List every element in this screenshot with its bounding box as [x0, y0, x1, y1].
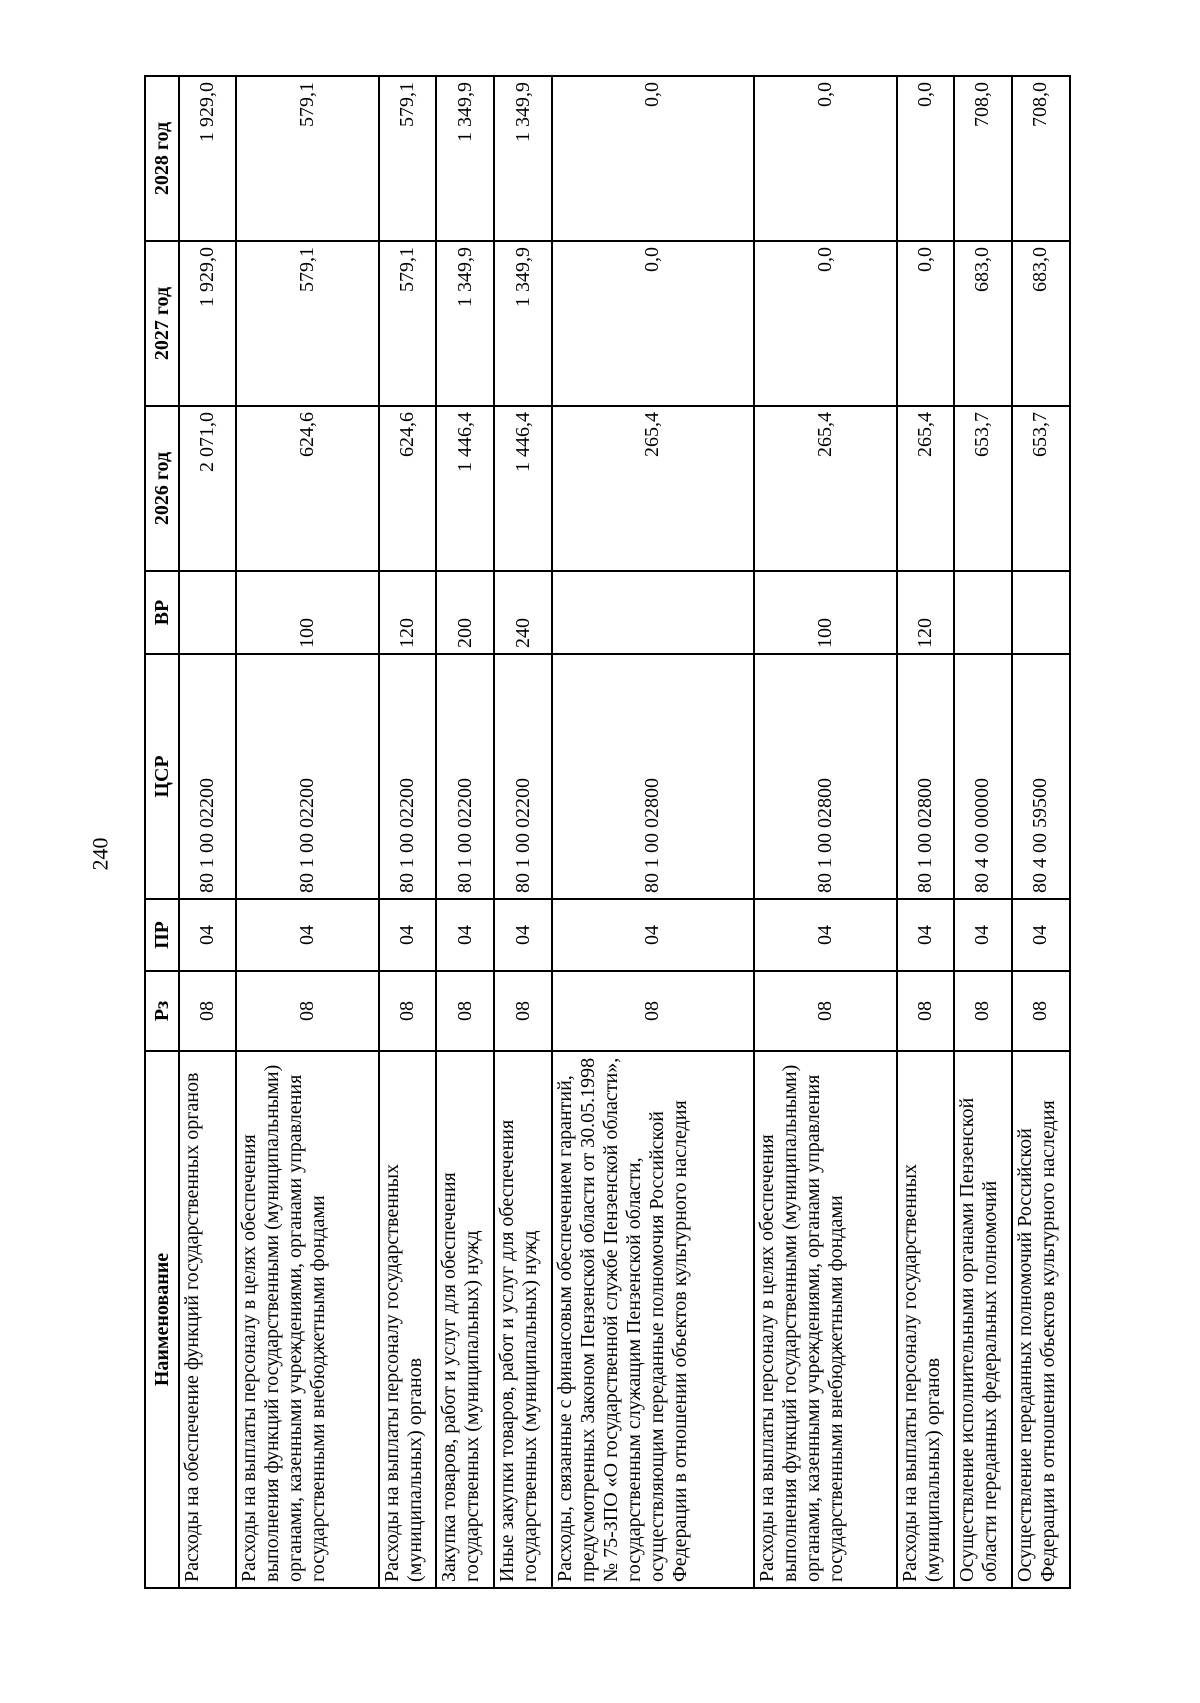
row-vr: [954, 571, 1012, 654]
row-pr: 04: [552, 899, 753, 971]
row-name: Расходы на обеспечение функций государственных органов: [179, 1051, 236, 1588]
row-csr: 80 4 00 00000: [954, 654, 1012, 899]
col-header-csr: ЦСР: [145, 654, 179, 899]
row-2027: 1 929,0: [179, 241, 236, 406]
row-2026: 2 071,0: [179, 406, 236, 571]
row-2026: 653,7: [1012, 406, 1070, 571]
row-name: Иные закупки товаров, работ и услуг для обеспечения государственных (муниципальных) нужд: [494, 1051, 552, 1588]
row-2027: 0,0: [552, 241, 753, 406]
table-row: [436, 76, 494, 1588]
col-header-rz: Рз: [145, 971, 179, 1051]
table-row: [379, 76, 436, 1588]
row-vr: [1012, 571, 1070, 654]
row-vr: [179, 571, 236, 654]
row-vr: 120: [379, 571, 436, 654]
col-header-2027: 2027 год: [145, 241, 179, 406]
row-csr: 80 1 00 02800: [897, 654, 954, 899]
row-2027: 579,1: [236, 241, 379, 406]
row-2026: 1 446,4: [494, 406, 552, 571]
row-vr: 200: [436, 571, 494, 654]
row-vr: 240: [494, 571, 552, 654]
row-2026: 265,4: [897, 406, 954, 571]
table-row: [754, 76, 897, 1588]
row-pr: 04: [379, 899, 436, 971]
col-header-name: Наименование: [145, 1051, 179, 1588]
row-csr: 80 1 00 02200: [379, 654, 436, 899]
row-rz: 08: [236, 971, 379, 1051]
row-2027: 1 349,9: [494, 241, 552, 406]
row-vr: 100: [236, 571, 379, 654]
rotated-table-wrapper: [144, 77, 1071, 1589]
row-csr: 80 1 00 02200: [179, 654, 236, 899]
row-2028: 1 929,0: [179, 76, 236, 241]
row-2026: 265,4: [754, 406, 897, 571]
row-pr: 04: [954, 899, 1012, 971]
row-2027: 1 349,9: [436, 241, 494, 406]
row-csr: 80 4 00 59500: [1012, 654, 1070, 899]
row-pr: 04: [436, 899, 494, 971]
row-2028: 1 349,9: [494, 76, 552, 241]
row-name: Осуществление исполнительными органами Пензенской области переданных федеральных полномочий: [954, 1051, 1012, 1588]
col-header-pr: ПР: [145, 899, 179, 971]
row-rz: 08: [494, 971, 552, 1051]
row-vr: [552, 571, 753, 654]
row-2028: 1 349,9: [436, 76, 494, 241]
row-name: Расходы на выплаты персоналу государственных (муниципальных) органов: [897, 1051, 954, 1588]
table-header-row: [145, 76, 179, 1588]
row-pr: 04: [1012, 899, 1070, 971]
row-rz: 08: [1012, 971, 1070, 1051]
table-row: [552, 76, 753, 1588]
table-row: [954, 76, 1012, 1588]
row-2028: 0,0: [897, 76, 954, 241]
row-csr: 80 1 00 02200: [236, 654, 379, 899]
table-row: [897, 76, 954, 1588]
col-header-2028: 2028 год: [145, 76, 179, 241]
row-2027: 0,0: [897, 241, 954, 406]
row-pr: 04: [494, 899, 552, 971]
col-header-2026: 2026 год: [145, 406, 179, 571]
row-name: Закупка товаров, работ и услуг для обеспечения государственных (муниципальных) нужд: [436, 1051, 494, 1588]
row-2026: 624,6: [379, 406, 436, 571]
row-name: Осуществление переданных полномочий Российской Федерации в отношении объектов культурного наследия: [1012, 1051, 1070, 1588]
col-header-vr: ВР: [145, 571, 179, 654]
row-rz: 08: [179, 971, 236, 1051]
row-2027: 683,0: [1012, 241, 1070, 406]
row-2026: 624,6: [236, 406, 379, 571]
row-2028: 0,0: [754, 76, 897, 241]
row-name: Расходы на выплаты персоналу государственных (муниципальных) органов: [379, 1051, 436, 1588]
row-2026: 1 446,4: [436, 406, 494, 571]
row-2028: 708,0: [1012, 76, 1070, 241]
row-2028: 579,1: [236, 76, 379, 241]
row-csr: 80 1 00 02800: [754, 654, 897, 899]
row-2026: 653,7: [954, 406, 1012, 571]
row-2027: 0,0: [754, 241, 897, 406]
row-pr: 04: [754, 899, 897, 971]
row-vr: 120: [897, 571, 954, 654]
row-2028: 0,0: [552, 76, 753, 241]
table-row: [236, 76, 379, 1588]
row-name: Расходы на выплаты персоналу в целях обеспечения выполнения функций государственными (муниципальными) органами, казенными учреждениями, органами управления государственными внебюджетными фондами: [754, 1051, 897, 1588]
row-rz: 08: [897, 971, 954, 1051]
row-2026: 265,4: [552, 406, 753, 571]
row-rz: 08: [954, 971, 1012, 1051]
table-row: [1012, 76, 1070, 1588]
row-pr: 04: [897, 899, 954, 971]
row-name: Расходы на выплаты персоналу в целях обеспечения выполнения функций государственными (муниципальными) органами, казенными учреждениями, органами управления государственными внебюджетными фондами: [236, 1051, 379, 1588]
row-csr: 80 1 00 02200: [494, 654, 552, 899]
row-name: Расходы, связанные с финансовым обеспечением гарантий, предусмотренных Законом Пензенской области от 30.05.1998 № 75-ЗПО «О государственной службе Пензенской области», государственным служащим Пензенской области, осуществляющим переданные полномочия Российской Федерации в отношении объектов культурного наследия: [552, 1051, 753, 1588]
table-row: [494, 76, 552, 1588]
row-csr: 80 1 00 02200: [436, 654, 494, 899]
row-2027: 683,0: [954, 241, 1012, 406]
table-row: [179, 76, 236, 1588]
budget-table: [144, 75, 1071, 1589]
row-2028: 579,1: [379, 76, 436, 241]
row-2028: 708,0: [954, 76, 1012, 241]
row-2027: 579,1: [379, 241, 436, 406]
row-vr: 100: [754, 571, 897, 654]
row-pr: 04: [236, 899, 379, 971]
row-rz: 08: [754, 971, 897, 1051]
row-csr: 80 1 00 02800: [552, 654, 753, 899]
row-rz: 08: [552, 971, 753, 1051]
row-rz: 08: [436, 971, 494, 1051]
row-pr: 04: [179, 899, 236, 971]
page-number: 240: [87, 837, 113, 871]
row-rz: 08: [379, 971, 436, 1051]
